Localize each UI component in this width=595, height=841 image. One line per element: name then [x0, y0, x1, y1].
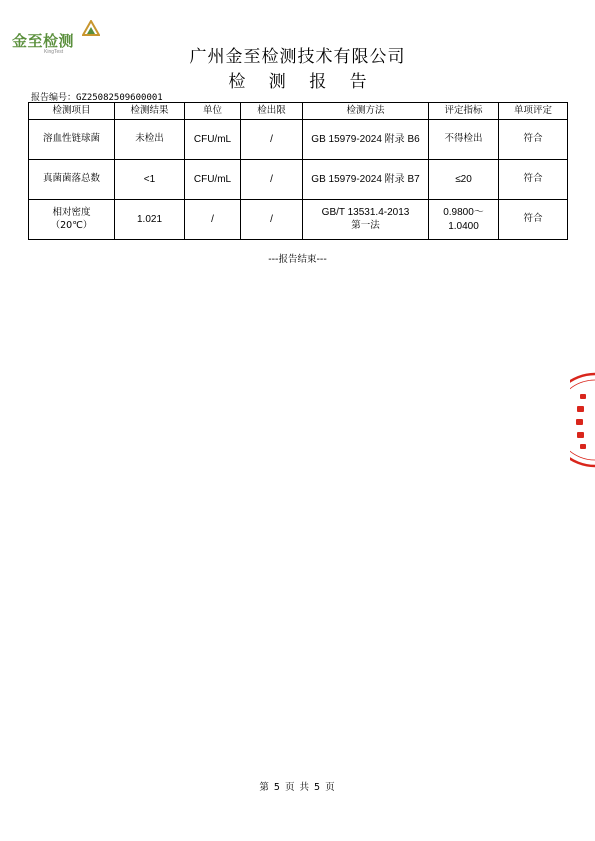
cell-method-line1: GB/T 13531.4-2013 — [321, 207, 410, 219]
cell-limit: / — [241, 120, 303, 160]
header-limit: 检出限 — [241, 103, 303, 120]
cell-item — [29, 200, 115, 240]
cell-result: 未检出 — [115, 120, 185, 160]
cell-verdict: 符合 — [499, 160, 568, 200]
cell-unit: / — [185, 200, 241, 240]
table-row — [29, 120, 568, 160]
report-number: 报告编号：GZ25082509600001 — [31, 93, 163, 103]
header-verdict: 单项评定 — [499, 103, 568, 120]
document-title: 检 测 报 告 — [228, 72, 376, 92]
table-row — [29, 200, 568, 240]
cell-unit: CFU/mL — [185, 120, 241, 160]
cell-result: <1 — [115, 160, 185, 200]
cell-item-line2: （20℃） — [50, 219, 93, 231]
header-unit: 单位 — [185, 103, 241, 120]
cell-limit: / — [241, 200, 303, 240]
cell-item-line1: 相对密度 — [52, 206, 91, 218]
official-seal-icon — [570, 372, 595, 468]
cell-method-line2: 第一法 — [351, 219, 380, 231]
page-footer: 第 5 页 共 5 页 — [259, 782, 336, 793]
logo-text: 金至检测 — [12, 32, 75, 50]
cell-verdict: 符合 — [499, 200, 568, 240]
report-end-marker: ---报告结束--- — [268, 254, 327, 265]
cell-criterion — [429, 200, 499, 240]
header-result: 检测结果 — [115, 103, 185, 120]
cell-limit: / — [241, 160, 303, 200]
cell-item: 溶血性链球菌 — [29, 120, 115, 160]
cell-unit: CFU/mL — [185, 160, 241, 200]
table-header-row — [29, 103, 568, 120]
header-method: 检测方法 — [303, 103, 429, 120]
header-item: 检测项目 — [29, 103, 115, 120]
cell-item: 真菌菌落总数 — [29, 160, 115, 200]
cell-verdict: 符合 — [499, 120, 568, 160]
cell-criterion: ≤20 — [429, 160, 499, 200]
cell-method — [303, 200, 429, 240]
cell-method: GB 15979-2024 附录 B6 — [303, 120, 429, 160]
table-row — [29, 160, 568, 200]
cell-result: 1.021 — [115, 200, 185, 240]
logo-mark-icon — [82, 20, 100, 36]
company-name: 广州金至检测技术有限公司 — [189, 47, 406, 67]
cell-criterion: 不得检出 — [429, 120, 499, 160]
cell-criterion-line2: 1.0400 — [448, 220, 479, 232]
logo-subtext: KingTest — [44, 49, 64, 55]
cell-criterion-line1: 0.9800～ — [443, 207, 484, 218]
results-table — [28, 102, 568, 240]
header-criterion: 评定指标 — [429, 103, 499, 120]
cell-method: GB 15979-2024 附录 B7 — [303, 160, 429, 200]
